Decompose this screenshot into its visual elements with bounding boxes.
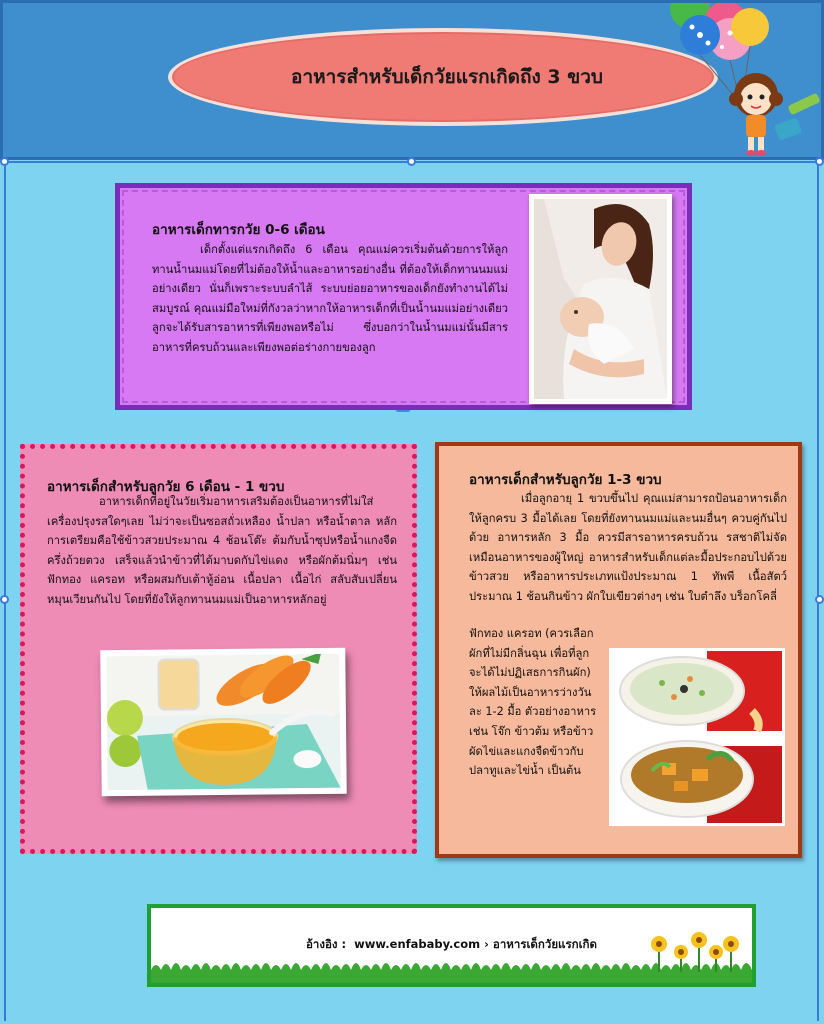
baby-food-puree-photo: [100, 648, 347, 797]
mother-breastfeeding-photo: [529, 194, 672, 404]
section-title: อาหารเด็กสำหรับลูกวัย 1-3 ขวบ: [469, 472, 662, 488]
header-banner: [0, 0, 824, 160]
section-card-1-3-years: [435, 442, 802, 858]
reference-footer: [147, 904, 756, 987]
grass-flowers-decoration: [151, 908, 752, 983]
title-oval: [168, 28, 718, 126]
balloons-girl-illustration: [658, 3, 824, 163]
section-title: อาหารเด็กทารกวัย 0-6 เดือน: [152, 222, 325, 238]
section-body: เด็กตั้งแต่แรกเกิดถึง 6 เดือน คุณแม่ควรเริ่มต้นด้วยการให้ลูกทานน้ำนมแม่โดยที่ไม่ต้องให้น้ำและอาหารอย่างอื่น ที่ต้องให้เด็กทานนมแม่อย่างเดียว นั่นก็เพราะระบบลำไส้ ระบบย่อยอาหารของเด็กยังทำงานได้ไม่สมบูรณ์ คุณแม่มือใหม่ที่กังวลว่าหากให้อาหารเด็กที่เป็นน้ำนมแม่อย่างเดียว ลูกจะได้รับสารอาหารที่เพียงพอหรือไม่ ซึ่งบอกว่าในน้ำนมแม่นั้นมีสารอาหารที่ครบถ้วนและเพียงพอต่อร่างกายของลูก: [152, 243, 508, 354]
porridge-bowls-photo: [609, 648, 785, 826]
reference-site-link[interactable]: www.enfababy.com: [354, 937, 481, 951]
section-card-6-months-1-year: [20, 444, 417, 854]
section-title: อาหารเด็กสำหรับลูกวัย 6 เดือน - 1 ขวบ: [47, 479, 285, 495]
resize-handle[interactable]: [815, 595, 824, 604]
section-card-0-6-months: [115, 183, 692, 410]
page-title: อาหารสำหรับเด็กวัยแรกเกิดถึง 3 ขวบ: [291, 66, 603, 88]
section-body: เมื่อลูกอายุ 1 ขวบขึ้นไป คุณแม่สามารถป้อนอาหารเด็กให้ลูกครบ 3 มื้อได้เลย โดยที่ยังทานนมแม่และนมอื่นๆ ควบคู่กันไปด้วย อาหารหลัก 3 มื้อ ควรมีสารอาหารครบถ้วน รสชาติไม่จัดเหมือนอาหารของผู้ใหญ่ อาหารสำหรับเด็กแต่ละมื้อประกอบไปด้วยข้าวสวย หรืออาหารประเภทแป้งประมาณ 1 ทัพพี เนื้อสัตว์ประมาณ 1 ช้อนกินข้าว ผักใบเขียวต่างๆ เช่น ใบตำลึง บร็อกโคลี่: [469, 492, 787, 603]
resize-handle[interactable]: [0, 595, 9, 604]
reference-page-link[interactable]: อาหารเด็กวัยแรกเกิด: [492, 937, 597, 951]
resize-handle[interactable]: [815, 157, 824, 166]
reference-label: อ้างอิง :: [306, 937, 347, 951]
resize-handle[interactable]: [0, 157, 9, 166]
resize-handle[interactable]: [407, 157, 416, 166]
section-body: อาหารเด็กที่อยู่ในวัยเริ่มอาหารเสริมต้องเป็นอาหารที่ไม่ใส่เครื่องปรุงรสใดๆเลย ไม่ว่าจะเป็นซอสถั่วเหลือง น้ำปลา หรือน้ำตาล หลักการเตรียมคือใช้ข้าวสวยประมาณ 4 ช้อนโต๊ะ ต้มกับน้ำซุปหรือน้ำแกงจืดครึ่งถ้วยตวง เสร็จแล้วนำข้าวที่ได้มาบดกับไข่แดง หรือผักต้มนิ่มๆ เช่น ฟักทอง แครอท หรือผสมกับเต้าหู้อ่อน เนื้อปลา เนื้อไก่ สลับสับเปลี่ยนหมุนเวียนกันไป โดยที่ยังให้ลูกทานนมแม่เป็นอาหารหลักอยู่: [47, 495, 397, 606]
section-body-continued: ฟักทอง แครอท (ควรเลือกผักที่ไม่มีกลิ่นฉุน เพื่อที่ลูกจะได้ไม่ปฏิเสธการกินผัก) ให้ผลไม้เป็นอาหารว่างวันละ 1-2 มื้อ ตัวอย่างอาหาร เช่น โจ๊ก ข้าวต้ม หรือข้าวผัดไข่และแกงจืดข้าวกับปลาทูและไข่น้ำ เป็นต้น: [469, 627, 597, 778]
breadcrumb-separator: ›: [484, 937, 489, 951]
